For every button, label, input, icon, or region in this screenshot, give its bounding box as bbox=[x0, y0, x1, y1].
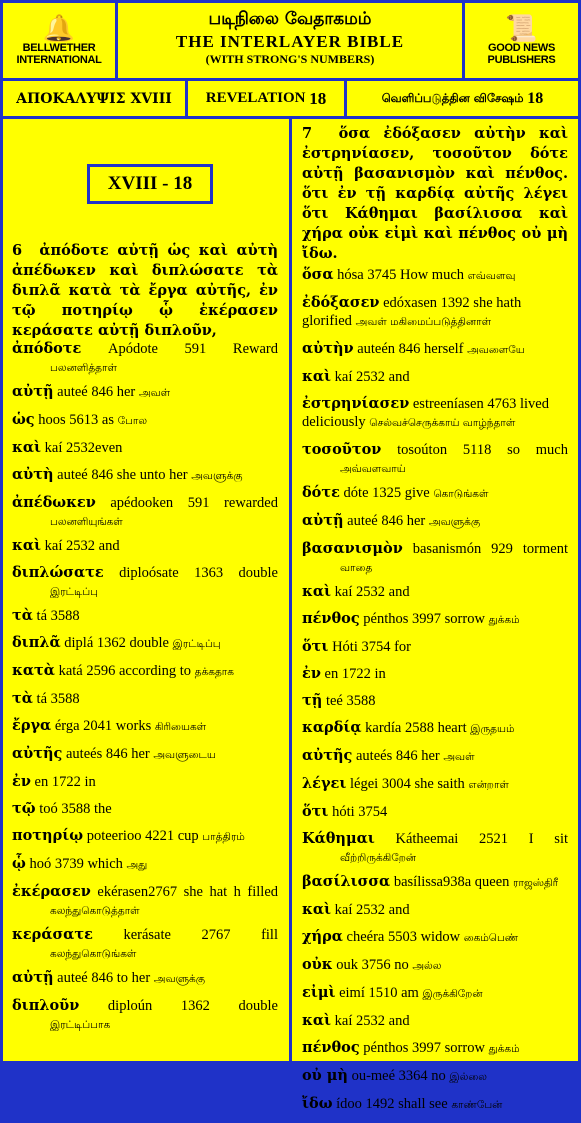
tamil-gloss: அது bbox=[126, 859, 148, 871]
tamil-gloss: இருக்கிறேன் bbox=[422, 988, 483, 1000]
tamil-gloss: துக்கம் bbox=[488, 1043, 520, 1055]
translit-strong-gloss: kaí 2532even bbox=[44, 440, 123, 456]
right-verse bbox=[302, 124, 568, 264]
interlinear-entry bbox=[302, 638, 568, 656]
interlinear-entry bbox=[12, 827, 278, 846]
translit-strong-gloss: Kátheemai 2521 I sit bbox=[395, 831, 568, 847]
greek-word: ᾧ bbox=[12, 855, 26, 872]
tamil-gloss: அவளையே bbox=[467, 344, 525, 356]
translit-strong-gloss: hósa 3745 How much bbox=[337, 267, 465, 283]
tamil-gloss: பாத்திரம் bbox=[202, 831, 245, 843]
tamil-gloss: இருதயம் bbox=[470, 723, 515, 735]
bell-ram-logo-icon: 🔔 bbox=[42, 13, 76, 43]
greek-word: οὐκ bbox=[302, 956, 333, 973]
translit-strong-gloss: auteé 846 her bbox=[57, 384, 136, 400]
interlinear-entry bbox=[302, 368, 568, 386]
tamil-gloss: வாதை bbox=[340, 562, 373, 574]
translit-strong-gloss: diplá 1362 double bbox=[64, 635, 169, 651]
tamil-gloss: அவளுடைய bbox=[153, 749, 216, 761]
title-box bbox=[115, 0, 465, 81]
greek-word: ἔργα bbox=[12, 717, 52, 734]
interlinear-entry bbox=[12, 997, 278, 1034]
translit-strong-gloss: légei 3004 she saith bbox=[350, 776, 465, 792]
greek-word: ἀπόδοτε bbox=[12, 340, 82, 357]
greek-word: διπλοῦν bbox=[12, 997, 80, 1014]
interlinear-entry bbox=[302, 928, 568, 947]
title-tamil: படிநிலை வேதாகமம் bbox=[208, 9, 372, 29]
nav-tamil-chapter: 18 bbox=[527, 89, 544, 107]
translit-strong-gloss: pénthos 3997 sorrow bbox=[363, 611, 485, 627]
greek-word: καὶ bbox=[12, 439, 42, 456]
greek-word: αὐτῇ bbox=[302, 512, 344, 529]
interlinear-entry bbox=[12, 883, 278, 920]
interlinear-entry bbox=[302, 441, 568, 478]
translit-strong-gloss: ekérasen2767 she hat h filled bbox=[97, 884, 279, 900]
interlinear-entry bbox=[302, 665, 568, 683]
greek-word: αὐτῇ bbox=[12, 383, 54, 400]
interlinear-entry bbox=[302, 294, 568, 331]
greek-word: τοσοῦτον bbox=[302, 441, 382, 458]
interlinear-entry bbox=[12, 855, 278, 874]
tamil-gloss: இரட்டிப்பு bbox=[50, 586, 98, 598]
translit-strong-gloss: cheéra 5503 widow bbox=[346, 929, 461, 945]
interlinear-entry bbox=[302, 719, 568, 738]
interlinear-entry bbox=[12, 800, 278, 818]
translit-strong-gloss: hoó 3739 which bbox=[29, 856, 123, 872]
interlinear-entry bbox=[302, 266, 568, 285]
greek-word: ὅσα bbox=[302, 266, 334, 283]
greek-word: χήρα bbox=[302, 928, 343, 945]
tamil-gloss: அவ்வளவாய் bbox=[340, 463, 406, 475]
tamil-gloss: இரட்டிப்பு bbox=[172, 638, 221, 650]
interlinear-entry bbox=[302, 984, 568, 1003]
translit-strong-gloss: ídoo 1492 shall see bbox=[336, 1096, 448, 1112]
translit-strong-gloss: kaí 2532 and bbox=[334, 902, 410, 918]
translit-strong-gloss: edóxasen 1392 she hath glorified bbox=[302, 295, 522, 329]
right-verse-text: ὅσα ἐδόξασεν αὐτὴν καὶ ἐστρηνίασεν, τοσοῦτον δότε αὐτῇ βασανισμὸν καὶ πένθος. ὅτι ἐν τῇ καρδίᾳ αὐτῆς λέγει ὅτι Κάθημαι βασίλισσα καὶ χήρα οὐκ εἰμὶ καὶ πένθος οὐ μὴ ἴδω. bbox=[302, 125, 568, 262]
title-english: THE INTERLAYER BIBLE bbox=[175, 32, 405, 51]
greek-word: ἐν bbox=[302, 665, 321, 682]
greek-word: βασανισμὸν bbox=[302, 540, 403, 557]
greek-word: ἐν bbox=[12, 773, 31, 790]
interlinear-entry bbox=[302, 540, 568, 577]
right-verse-number: 7 bbox=[302, 125, 313, 142]
translit-strong-gloss: hóti 3754 bbox=[332, 804, 388, 820]
translit-strong-gloss: érga 2041 works bbox=[54, 718, 152, 734]
greek-word: ὅτι bbox=[302, 638, 329, 655]
greek-word: αὐτὴν bbox=[302, 340, 354, 357]
greek-word: καὶ bbox=[12, 537, 42, 554]
interlinear-entry bbox=[302, 395, 568, 432]
tamil-gloss: போல bbox=[117, 415, 148, 427]
translit-strong-gloss: eimí 1510 am bbox=[339, 985, 419, 1001]
interlinear-entry bbox=[12, 383, 278, 402]
translit-strong-gloss: kerásate 2767 fill bbox=[123, 927, 278, 943]
translit-strong-gloss: teé 3588 bbox=[325, 693, 376, 709]
interlinear-entry bbox=[12, 690, 278, 708]
interlinear-entry bbox=[12, 773, 278, 791]
greek-word: πένθος bbox=[302, 1039, 360, 1056]
greek-word: βασίλισσα bbox=[302, 873, 391, 890]
greek-word: πένθος bbox=[302, 610, 360, 627]
translit-strong-gloss: toó 3588 the bbox=[39, 801, 112, 817]
interlinear-entry bbox=[12, 494, 278, 531]
left-entry-list bbox=[12, 340, 278, 1040]
tamil-gloss: செல்வச்செருக்காய் வாழ்ந்தாள் bbox=[369, 417, 516, 429]
translit-strong-gloss: auteé 846 she unto her bbox=[57, 467, 188, 483]
interlinear-entry bbox=[12, 969, 278, 988]
interlinear-entry bbox=[12, 607, 278, 625]
interlinear-entry bbox=[302, 830, 568, 867]
nav-tamil-book-name: வெளிப்படுத்தின விசேஷம் bbox=[381, 90, 524, 105]
greek-word: ἐδόξασεν bbox=[302, 294, 380, 311]
tamil-gloss: இல்லை bbox=[449, 1071, 488, 1083]
interlinear-entry bbox=[12, 411, 278, 430]
tamil-gloss: அல்ல bbox=[412, 960, 442, 972]
translit-strong-gloss: ouk 3756 no bbox=[336, 957, 409, 973]
translit-strong-gloss: kaí 2532 and bbox=[334, 369, 410, 385]
tamil-gloss: அவளுக்கு bbox=[153, 973, 206, 985]
greek-word: ὅτι bbox=[302, 803, 329, 820]
translit-strong-gloss: kaí 2532 and bbox=[334, 1013, 410, 1029]
good-news-logo-icon: 📜 bbox=[505, 13, 538, 43]
translit-strong-gloss: katá 2596 according to bbox=[58, 663, 192, 679]
interlinear-entry bbox=[302, 583, 568, 601]
tamil-gloss: அவள் bbox=[138, 387, 171, 399]
translit-strong-gloss: diploósate 1363 double bbox=[119, 565, 278, 581]
greek-word: τῷ bbox=[12, 800, 36, 817]
translit-strong-gloss: auteé 846 her bbox=[347, 513, 426, 529]
greek-word: τῇ bbox=[302, 692, 323, 709]
title-subtitle: (WITH STRONG'S NUMBERS) bbox=[205, 52, 375, 66]
bellwether-logo-box bbox=[0, 0, 118, 81]
greek-word: διπλώσατε bbox=[12, 564, 104, 581]
translit-strong-gloss: tá 3588 bbox=[36, 608, 80, 624]
interlinear-entry bbox=[12, 662, 278, 681]
translit-strong-gloss: hoos 5613 as bbox=[38, 412, 114, 428]
interlinear-entry bbox=[12, 439, 278, 457]
translit-strong-gloss: en 1722 in bbox=[34, 774, 96, 790]
greek-word: καρδίᾳ bbox=[302, 719, 362, 736]
translit-strong-gloss: kaí 2532 and bbox=[334, 584, 410, 600]
greek-word: καὶ bbox=[302, 901, 332, 918]
interlinear-entry bbox=[12, 466, 278, 485]
tamil-gloss: வீற்றிருக்கிறேன் bbox=[340, 852, 417, 864]
greek-word: οὐ μὴ bbox=[302, 1067, 348, 1084]
translit-strong-gloss: basanismón 929 torment bbox=[412, 541, 568, 557]
tamil-gloss: பலனளியுங்கள் bbox=[50, 516, 123, 528]
greek-word: ἐστρηνίασεν bbox=[302, 395, 410, 412]
interlinear-entry bbox=[302, 775, 568, 794]
greek-word: λέγει bbox=[302, 775, 347, 792]
interlinear-entry bbox=[302, 340, 568, 359]
translit-strong-gloss: tosoúton 5118 so much bbox=[397, 442, 568, 458]
translit-strong-gloss: auteén 846 herself bbox=[357, 341, 464, 357]
nav-english-chapter: 18 bbox=[309, 88, 327, 108]
greek-word: ἐκέρασεν bbox=[12, 883, 91, 900]
tamil-gloss: தக்கதாக bbox=[194, 666, 234, 678]
translit-strong-gloss: auteés 846 her bbox=[355, 748, 440, 764]
translit-strong-gloss: diploún 1362 double bbox=[107, 998, 278, 1014]
tamil-gloss: கிரியைகள் bbox=[154, 721, 207, 733]
left-verse-text: ἀπόδοτε αὐτῇ ὡς καὶ αὐτὴ ἀπέδωκεν καὶ διπλώσατε τὰ διπλᾶ κατὰ τὰ ἔργα αὐτῆς, ἐν τῷ ποτηρίῳ ᾧ ἐκέρασεν κεράσατε αὐτῇ διπλοῦν, bbox=[12, 242, 278, 339]
greek-word: ἴδω bbox=[302, 1095, 333, 1112]
translit-strong-gloss: poteerioo 4221 cup bbox=[86, 828, 199, 844]
chapter-label: XVIII - 18 bbox=[87, 164, 213, 204]
greek-word: αὐτῇ bbox=[12, 969, 54, 986]
interlinear-entry bbox=[302, 747, 568, 766]
greek-word: αὐτὴ bbox=[12, 466, 54, 483]
translit-strong-gloss: tá 3588 bbox=[36, 691, 80, 707]
interlinear-entry bbox=[302, 610, 568, 629]
greek-word: τὰ bbox=[12, 690, 33, 707]
tamil-gloss: கலந்துகொடுத்தாள் bbox=[50, 905, 140, 917]
interlinear-entry bbox=[302, 873, 568, 892]
translit-strong-gloss: en 1722 in bbox=[324, 666, 386, 682]
translit-strong-gloss: auteé 846 to her bbox=[57, 970, 151, 986]
nav-english-book[interactable] bbox=[185, 78, 347, 119]
tamil-gloss: அவளுக்கு bbox=[191, 470, 243, 482]
tamil-gloss: காண்பேன் bbox=[451, 1099, 503, 1111]
left-logo-text: BELLWETHER INTERNATIONAL bbox=[16, 41, 102, 66]
interlinear-entry bbox=[12, 717, 278, 736]
greek-word: καὶ bbox=[302, 1012, 332, 1029]
tamil-gloss: கைம்பெண் bbox=[463, 932, 519, 944]
translit-strong-gloss: auteés 846 her bbox=[65, 746, 150, 762]
tamil-gloss: ராஜஸ்திரீ bbox=[513, 877, 559, 889]
greek-word: αὐτῆς bbox=[12, 745, 63, 762]
tamil-gloss: கொடுங்கள் bbox=[433, 488, 489, 500]
left-verse bbox=[12, 241, 278, 341]
greek-word: διπλᾶ bbox=[12, 634, 61, 651]
translit-strong-gloss: apédooken 591 rewarded bbox=[110, 495, 278, 511]
interlinear-entry bbox=[12, 634, 278, 653]
right-logo-text: GOOD NEWS PUBLISHERS bbox=[487, 41, 556, 66]
interlinear-entry bbox=[12, 564, 278, 601]
interlinear-entry bbox=[302, 1012, 568, 1030]
greek-word: αὐτῆς bbox=[302, 747, 353, 764]
interlinear-entry bbox=[302, 1067, 568, 1086]
tamil-gloss: துக்கம் bbox=[488, 614, 520, 626]
greek-word: δότε bbox=[302, 484, 340, 501]
translit-strong-gloss: estreeníasen 4763 lived deliciously bbox=[302, 396, 549, 430]
nav-tamil-book[interactable] bbox=[344, 78, 581, 119]
greek-word: καὶ bbox=[302, 583, 332, 600]
tamil-gloss: எவ்வளவு bbox=[467, 270, 516, 282]
translit-strong-gloss: kardía 2588 heart bbox=[365, 720, 467, 736]
translit-strong-gloss: dóte 1325 give bbox=[343, 485, 430, 501]
interlinear-entry bbox=[12, 340, 278, 377]
nav-greek-book[interactable]: ΑΠΟΚΑΛΥΨΙΣ XVIII bbox=[0, 78, 188, 119]
translit-strong-gloss: Apódote 591 Reward bbox=[107, 341, 279, 357]
greek-word: εἰμὶ bbox=[302, 984, 336, 1001]
interlinear-entry bbox=[302, 692, 568, 710]
interlinear-entry bbox=[302, 956, 568, 975]
good-news-logo-box bbox=[462, 0, 581, 81]
interlinear-entry bbox=[302, 1039, 568, 1058]
greek-word: Κάθημαι bbox=[302, 830, 375, 847]
greek-word: ὡς bbox=[12, 411, 35, 428]
greek-word: τὰ bbox=[12, 607, 33, 624]
interlinear-entry bbox=[302, 1095, 568, 1114]
translit-strong-gloss: pénthos 3997 sorrow bbox=[363, 1040, 485, 1056]
left-verse-number: 6 bbox=[12, 242, 23, 259]
right-entry-list bbox=[302, 266, 568, 1123]
translit-strong-gloss: basílissa938a queen bbox=[393, 874, 510, 890]
greek-word: κατὰ bbox=[12, 662, 55, 679]
tamil-gloss: என்றாள் bbox=[468, 779, 509, 791]
tamil-gloss: அவள் மகிமைப்படுத்தினாள் bbox=[355, 316, 492, 328]
translit-strong-gloss: Hóti 3754 for bbox=[332, 639, 412, 655]
tamil-gloss: இரட்டிப்பாக bbox=[50, 1019, 111, 1031]
greek-word: ποτηρίῳ bbox=[12, 827, 84, 844]
translit-strong-gloss: kaí 2532 and bbox=[44, 538, 120, 554]
tamil-gloss: கலந்துகொடுங்கள் bbox=[50, 948, 137, 960]
tamil-gloss: அவள் bbox=[443, 751, 475, 763]
tamil-gloss: பலனளித்தாள் bbox=[50, 362, 117, 374]
tamil-gloss: அவளுக்கு bbox=[428, 516, 481, 528]
interlinear-entry bbox=[302, 512, 568, 531]
greek-word: κεράσατε bbox=[12, 926, 93, 943]
greek-word: καὶ bbox=[302, 368, 332, 385]
greek-word: ἀπέδωκεν bbox=[12, 494, 96, 511]
interlinear-entry bbox=[302, 484, 568, 503]
interlinear-entry bbox=[302, 901, 568, 919]
interlinear-entry bbox=[302, 803, 568, 821]
interlinear-entry bbox=[12, 926, 278, 963]
nav-english-book-name: REVELATION bbox=[205, 90, 306, 106]
interlinear-entry bbox=[12, 537, 278, 555]
translit-strong-gloss: ou-meé 3364 no bbox=[351, 1068, 446, 1084]
interlinear-entry bbox=[12, 745, 278, 764]
